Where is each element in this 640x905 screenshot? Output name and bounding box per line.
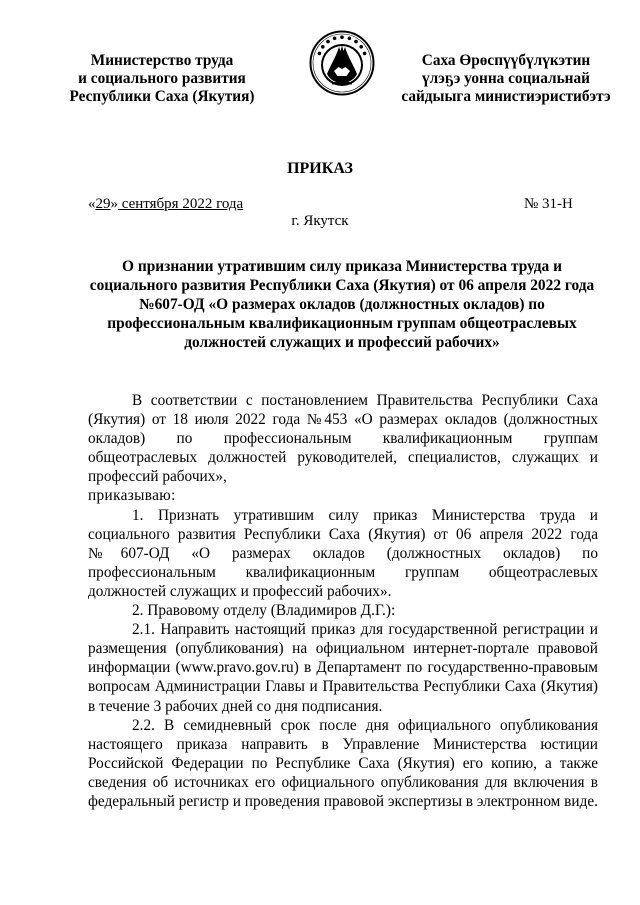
- subject-line: профессиональным квалификационным группам общеотраслевых: [107, 315, 577, 332]
- subject-line: социального развития Республики Саха (Якутия) от 06 апреля 2022 года: [89, 277, 595, 294]
- date-year: 2022 года: [182, 196, 244, 212]
- subject-line: О признании утратившим силу приказа Министерства труда и: [122, 258, 562, 275]
- ministry-name-line: и социального развития: [78, 70, 246, 87]
- body-paragraph-item-2-2: 2.2. В семидневный срок после дня официального опубликования настоящего приказа направить в Управление Министерства юстиции Российской Федерации по Республике Саха (Якутия) его копию, а также сведения об источниках его официального опубликования для включения в федеральный регистр и проведения правовой экспертизы в электронном виде.: [88, 716, 598, 810]
- subject-line: №607-ОД «О размерах окладов (должностных окладов) по: [139, 296, 545, 313]
- document-body: [88, 391, 598, 811]
- order-number: № 31-Н: [524, 196, 573, 212]
- date-quote-close: »: [110, 196, 118, 212]
- ministry-name-russian: [40, 52, 284, 106]
- body-paragraph-item-1: 1. Признать утратившим силу приказ Министерства труда и социального развития Республики Саха (Якутия) от 06 апреля 2022 года №607-ОД «О размерах окладов (должностных окладов) по профессиональным квалификационным группам общеотраслевых должностей служащих и профессий рабочих».: [88, 506, 598, 600]
- ministry-name-line: сайдыыга министиэристибэтэ: [401, 88, 611, 105]
- ministry-name-sakha: [384, 52, 628, 106]
- date-month: сентября: [118, 196, 183, 212]
- order-city: г. Якутск: [291, 213, 349, 229]
- ministry-name-line: Республики Саха (Якутия): [69, 88, 255, 105]
- body-paragraph-item-2-1: 2.1. Направить настоящий приказ для государственной регистрации и размещения (опубликования) на официальном интернет-портале правовой информации (www.pravo.gov.ru) в Департамент по государственно-правовым вопросам Администрации Главы и Правительства Республики Саха (Якутия) в течение 3 рабочих дней со дня подписания.: [88, 621, 598, 715]
- body-paragraph-order-verb: приказываю:: [88, 487, 176, 505]
- body-paragraph-item-2: 2. Правовому отделу (Владимиров Д.Г.):: [132, 602, 396, 620]
- date-day: 29: [95, 196, 111, 212]
- body-paragraph-preamble: В соответствии с постановлением Правительства Республики Саха (Якутия) от 18 июля 2022 года №453 «О размерах окладов (должностных окладов) по профессиональным квалификационным группам общеотраслевых должностей руководителей, специалистов, служащих и профессий рабочих»,: [88, 392, 598, 486]
- order-date: [88, 196, 243, 213]
- coat-of-arms-sakha-icon: [309, 30, 375, 96]
- ministry-name-line: Министерство труда: [90, 52, 234, 69]
- subject-line: должностей служащих и профессий рабочих»: [184, 334, 500, 351]
- ministry-name-line: Саха Өрөспүүбүлүкэтин: [421, 52, 591, 69]
- order-subject: [88, 257, 596, 352]
- ministry-name-line: үлэҕэ уонна социальнай: [422, 70, 590, 87]
- date-quote-open: «: [88, 196, 96, 212]
- document-type-title: ПРИКАЗ: [287, 160, 353, 177]
